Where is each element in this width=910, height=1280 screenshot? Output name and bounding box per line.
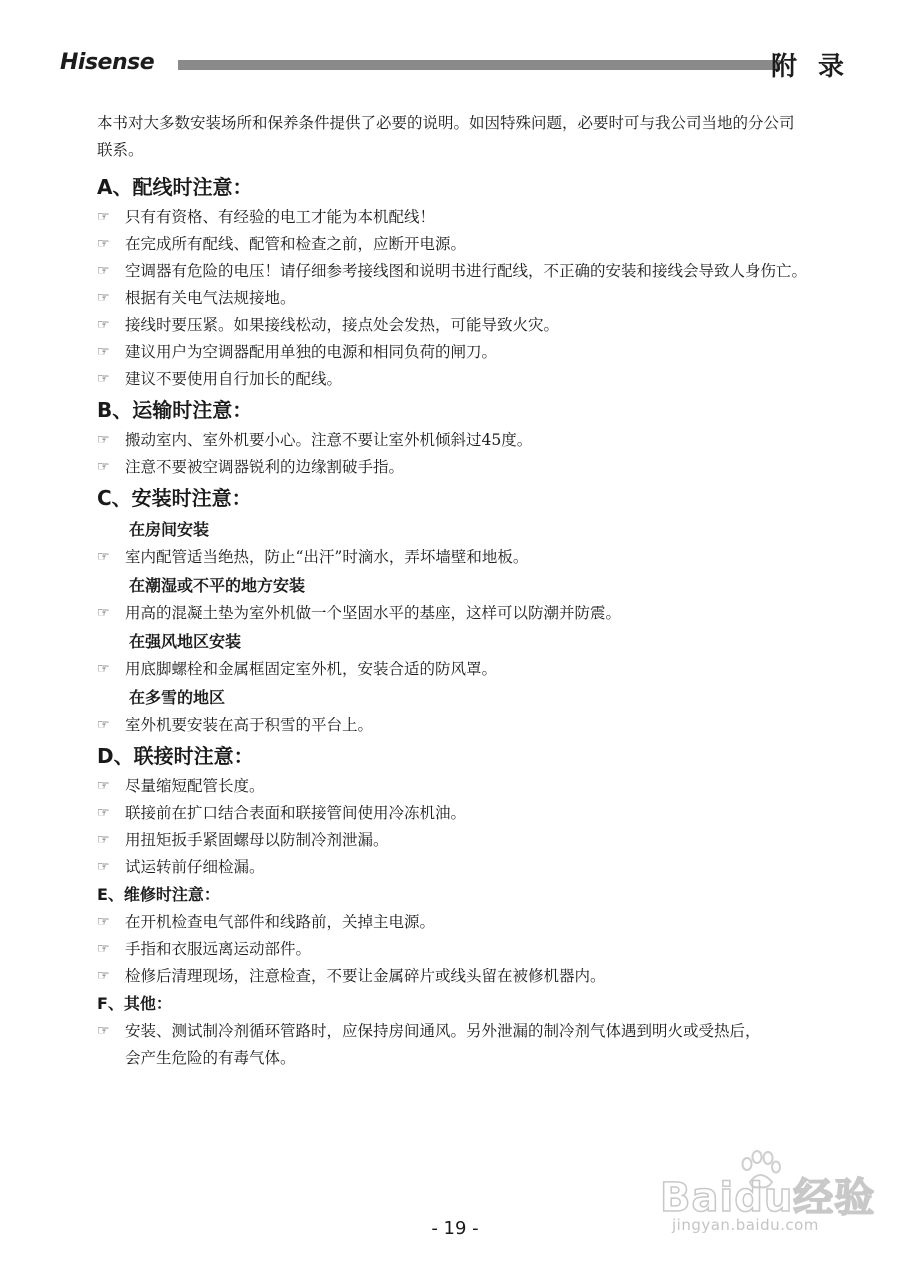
pointing-hand-icon: ☞: [97, 432, 110, 448]
list-item: ☞ 室内配管适当绝热，防止“出汗”时滴水，弄坏墙壁和地板。: [97, 544, 817, 571]
pointing-hand-icon: ☞: [97, 459, 110, 475]
list-item: ☞ 用底脚螺栓和金属框固定室外机，安装合适的防风罩。: [97, 656, 817, 683]
pointing-hand-icon: ☞: [97, 209, 110, 225]
list-item: ☞ 联接前在扩口结合表面和联接管间使用冷冻机油。: [97, 800, 817, 827]
pointing-hand-icon: ☞: [97, 371, 110, 387]
list-item: ☞ 搬动室内、室外机要小心。注意不要让室外机倾斜过45度。: [97, 427, 817, 454]
watermark-url: jingyan.baidu.com: [672, 1216, 819, 1234]
list-item: ☞ 检修后清理现场，注意检查，不要让金属碎片或线头留在被修机器内。: [97, 963, 817, 990]
pointing-hand-icon: ☞: [97, 605, 110, 621]
pointing-hand-icon: ☞: [97, 914, 110, 930]
pointing-hand-icon: ☞: [97, 805, 110, 821]
section-d-title: D、联接时注意：: [97, 744, 254, 768]
section-f-title: F、其他：: [97, 994, 172, 1013]
hisense-logo: Hisense: [60, 50, 155, 75]
list-item: ☞ 手指和衣服远离运动部件。: [97, 936, 817, 963]
page-header: [60, 48, 850, 84]
section-b-title: B、运输时注意：: [97, 398, 253, 422]
list-item: ☞ 尽量缩短配管长度。: [97, 773, 817, 800]
section-c-title: C、安装时注意：: [97, 486, 252, 510]
list-item: ☞ 建议用户为空调器配用单独的电源和相同负荷的闸刀。: [97, 339, 817, 366]
list-item: ☞ 在开机检查电气部件和线路前，关掉主电源。: [97, 909, 817, 936]
pointing-hand-icon: ☞: [97, 1023, 110, 1039]
document-body: [97, 110, 817, 1072]
list-item: ☞ 注意不要被空调器锐利的边缘割破手指。: [97, 454, 817, 481]
pointing-hand-icon: ☞: [97, 717, 110, 733]
pointing-hand-icon: ☞: [97, 236, 110, 252]
pointing-hand-icon: ☞: [97, 290, 110, 306]
pointing-hand-icon: ☞: [97, 344, 110, 360]
header-rule: [178, 60, 780, 70]
list-item-continuation: 会产生危险的有毒气体。: [125, 1049, 296, 1067]
page-number: - 19 -: [431, 1218, 479, 1239]
pointing-hand-icon: ☞: [97, 778, 110, 794]
list-item: ☞ 用高的混凝土垫为室外机做一个坚固水平的基座，这样可以防潮并防震。: [97, 600, 817, 627]
pointing-hand-icon: ☞: [97, 859, 110, 875]
pointing-hand-icon: ☞: [97, 832, 110, 848]
intro-paragraph: 本书对大多数安装场所和保养条件提供了必要的说明。如因特殊问题，必要时可与我公司当地的分公司 联系。: [97, 114, 795, 159]
subsection-title: 在多雪的地区: [129, 688, 226, 707]
list-item: ☞ 安装、测试制冷剂循环管路时，应保持房间通风。另外泄漏的制冷剂气体遇到明火或受热后，: [97, 1018, 817, 1045]
list-item: ☞ 室外机要安装在高于积雪的平台上。: [97, 712, 817, 739]
watermark-logo: Baidu经验: [660, 1175, 876, 1221]
pointing-hand-icon: ☞: [97, 317, 110, 333]
list-item: ☞ 根据有关电气法规接地。: [97, 285, 817, 312]
pointing-hand-icon: ☞: [97, 549, 110, 565]
list-item: ☞ 只有有资格、有经验的电工才能为本机配线！: [97, 204, 817, 231]
subsection-title: 在潮湿或不平的地方安装: [129, 576, 306, 595]
pointing-hand-icon: ☞: [97, 968, 110, 984]
section-a-title: A、配线时注意：: [97, 175, 253, 199]
list-item: ☞ 试运转前仔细检漏。: [97, 854, 817, 881]
subsection-title: 在房间安装: [129, 520, 210, 539]
list-item: ☞ 接线时要压紧。如果接线松动，接点处会发热，可能导致火灾。: [97, 312, 817, 339]
header-title: 附 录: [770, 52, 850, 82]
list-item: ☞ 建议不要使用自行加长的配线。: [97, 366, 817, 393]
list-item: ☞ 空调器有危险的电压！请仔细参考接线图和说明书进行配线，不正确的安装和接线会导致人身伤亡。: [97, 258, 817, 285]
section-e-title: E、维修时注意：: [97, 885, 220, 904]
list-item: ☞ 在完成所有配线、配管和检查之前，应断开电源。: [97, 231, 817, 258]
pointing-hand-icon: ☞: [97, 941, 110, 957]
list-item: ☞ 用扭矩扳手紧固螺母以防制冷剂泄漏。: [97, 827, 817, 854]
pointing-hand-icon: ☞: [97, 263, 110, 279]
pointing-hand-icon: ☞: [97, 661, 110, 677]
subsection-title: 在强风地区安装: [129, 632, 242, 651]
